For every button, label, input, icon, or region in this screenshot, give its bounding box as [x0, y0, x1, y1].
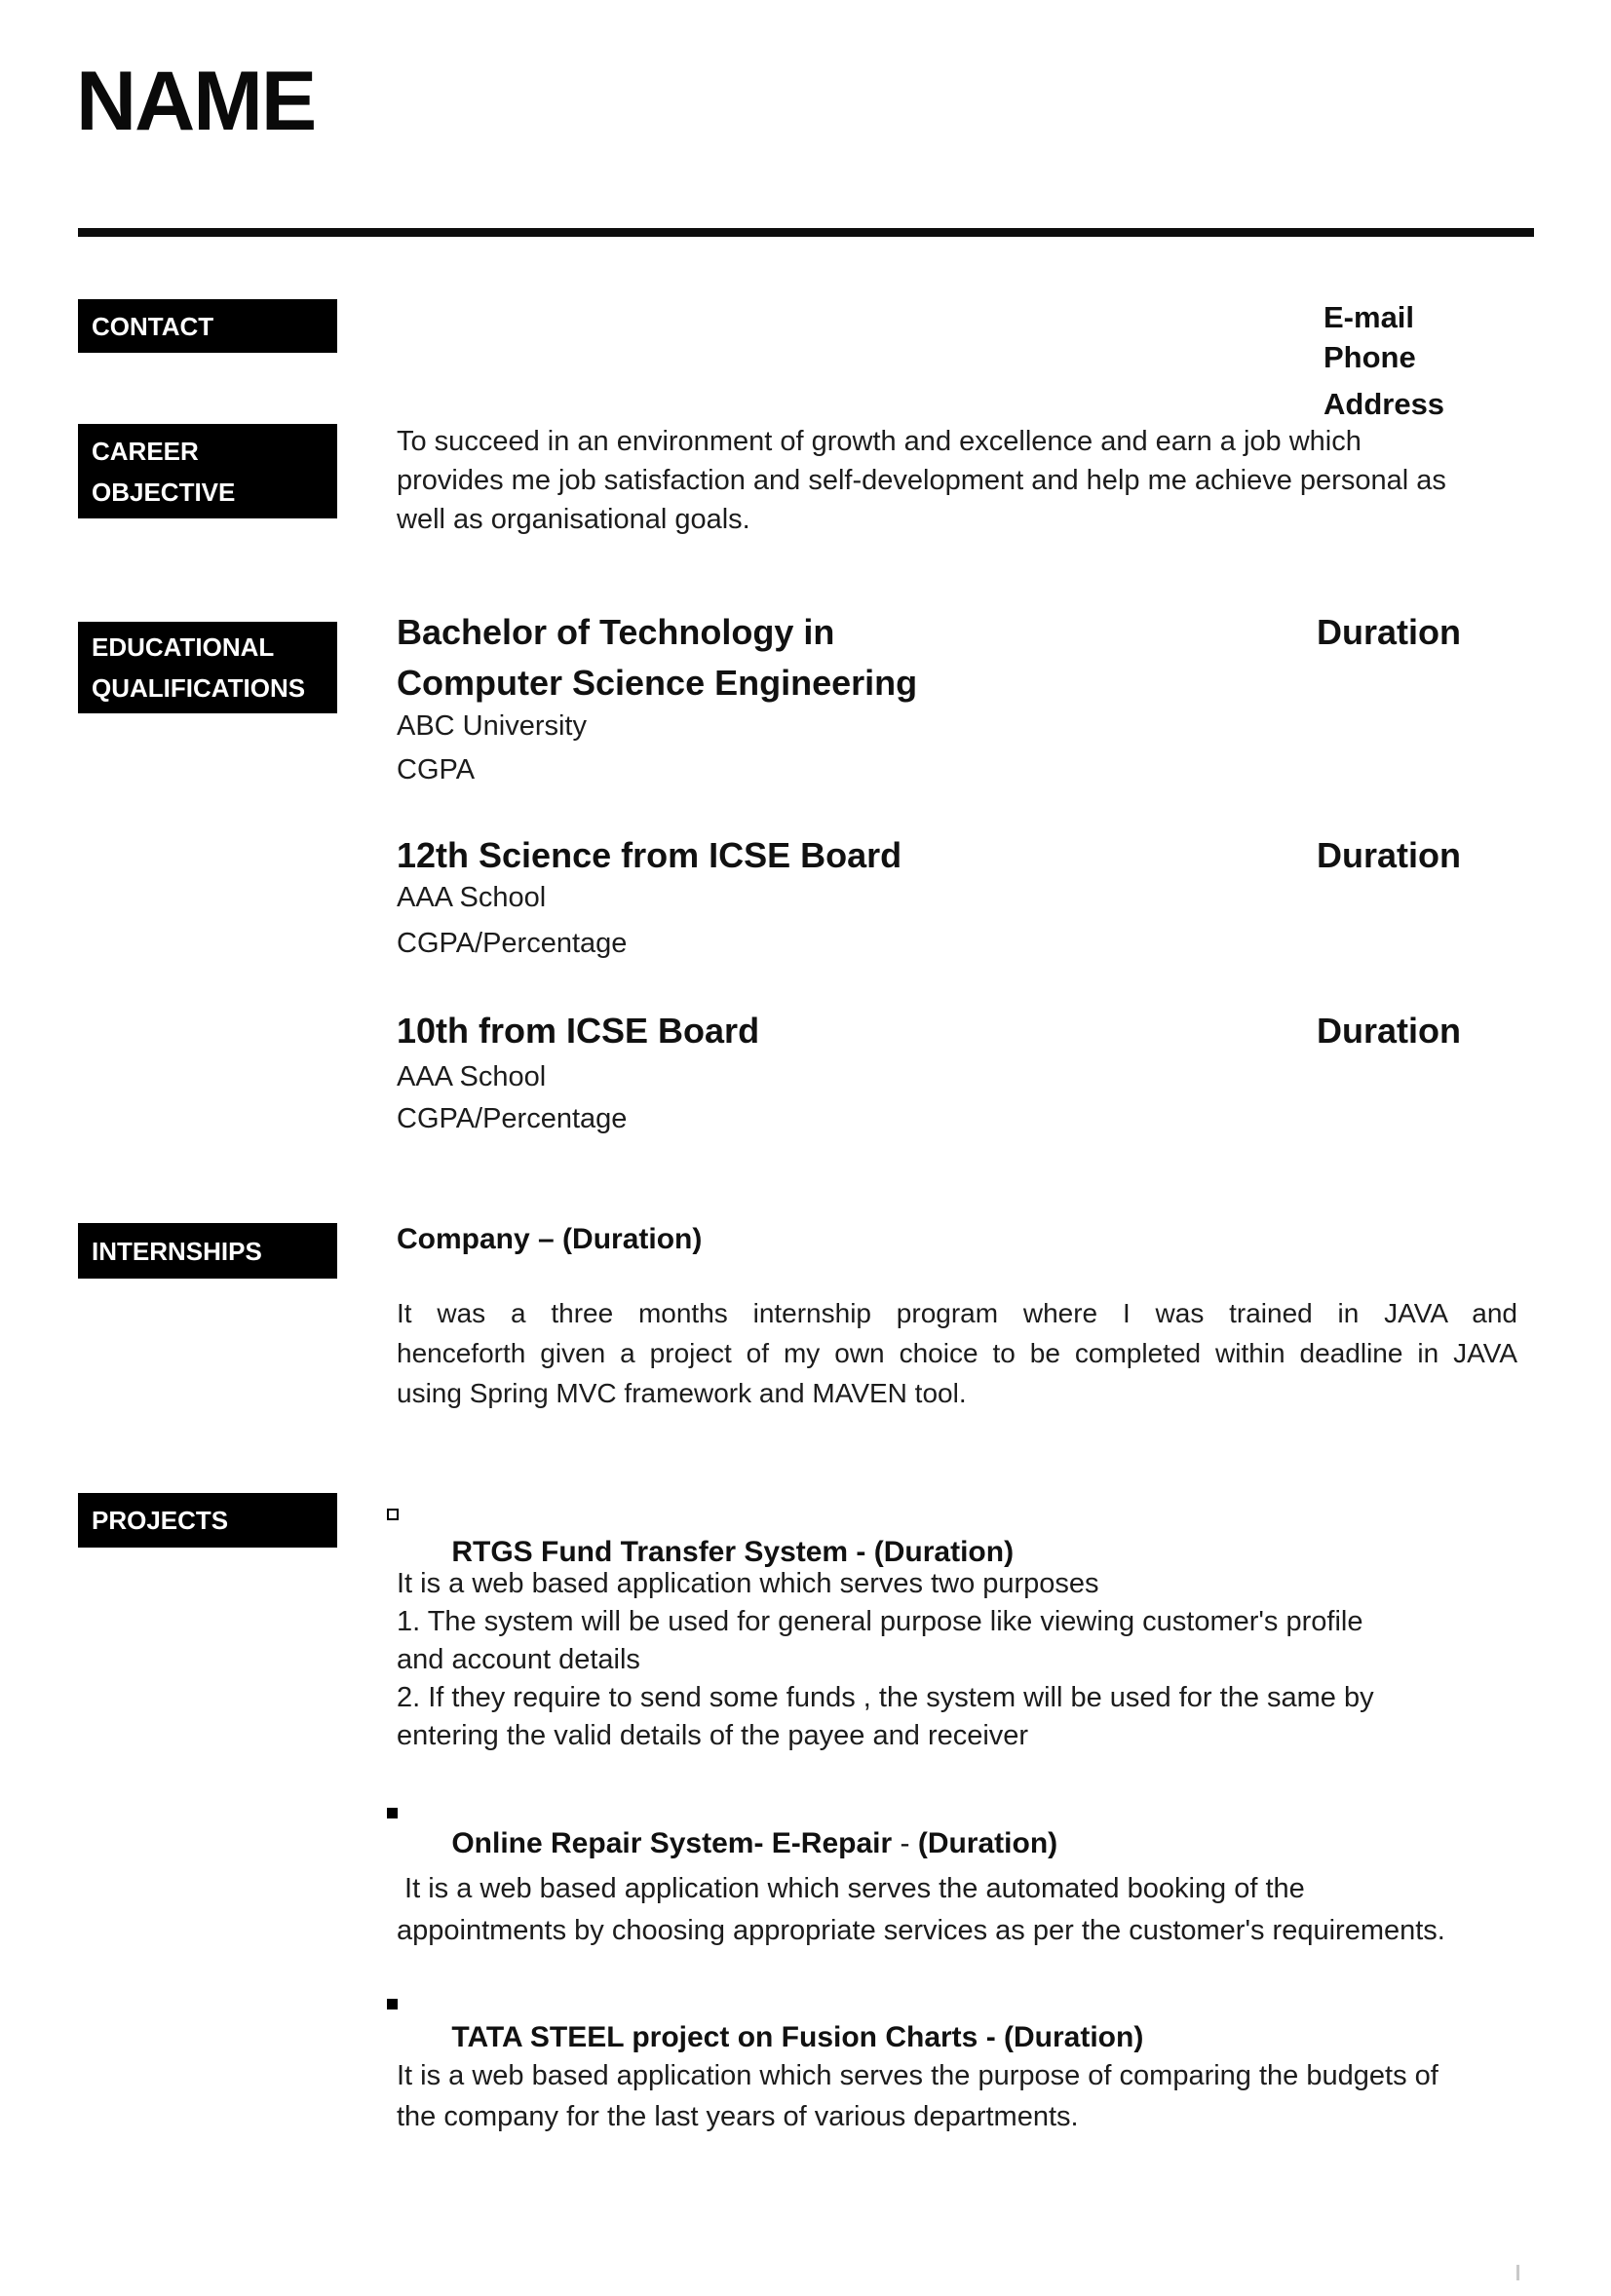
- header-divider: [78, 228, 1534, 237]
- contact-address-label: Address: [1323, 387, 1445, 421]
- education-duration: Duration: [1317, 1011, 1461, 1051]
- page-edge-mark: [1516, 2265, 1519, 2280]
- project-title-duration: (Duration): [917, 1827, 1058, 1859]
- education-duration: Duration: [1317, 835, 1461, 875]
- degree-line: Bachelor of Technology in: [397, 612, 835, 652]
- degree-line: Computer Science Engineering: [397, 663, 918, 703]
- project-description-line: It is a web based application which serves the purpose of comparing the budgets of: [397, 2060, 1438, 2091]
- project-description-line: It is a web based application which serves two purposes: [397, 1568, 1099, 1599]
- project-title-text: TATA STEEL project on Fusion Charts - (Duration): [451, 2021, 1144, 2053]
- project-description-line: the company for the last years of various departments.: [397, 2101, 1079, 2132]
- education-degree: [397, 1006, 759, 1056]
- objective-line: provides me job satisfaction and self-development and help me achieve personal as: [397, 465, 1446, 496]
- project-description-line: and account details: [397, 1644, 640, 1675]
- project-description: [397, 2055, 1438, 2137]
- education-degree: [397, 607, 917, 708]
- degree-line: 12th Science from ICSE Board: [397, 835, 902, 875]
- project-title-text: RTGS Fund Transfer System - (Duration): [451, 1536, 1015, 1568]
- project-description-line: It is a web based application which serves the automated booking of the: [397, 1873, 1305, 1904]
- project-title-separator: -: [892, 1827, 918, 1859]
- education-institution: AAA School: [397, 1061, 547, 1092]
- project-description-line: 1. The system will be used for general purpose like viewing customer's profile: [397, 1606, 1363, 1637]
- contact-email-label: E-mail: [1323, 300, 1415, 334]
- internship-description-line: henceforth given a project of my own choice to be completed within deadline in JAVA: [397, 1338, 1517, 1368]
- section-label-career-objective: [78, 424, 337, 518]
- education-institution: AAA School: [397, 882, 547, 913]
- education-duration: Duration: [1317, 612, 1461, 652]
- section-label-text: INTERNSHIPS: [92, 1236, 262, 1266]
- objective-line: To succeed in an environment of growth and excellence and earn a job which: [397, 426, 1362, 457]
- section-label-text: CAREER OBJECTIVE: [92, 436, 236, 507]
- career-objective-text: [397, 422, 1446, 539]
- project-description: [397, 1565, 1374, 1755]
- internship-description-line: It was a three months internship program where I was trained in JAVA and: [397, 1298, 1517, 1328]
- filled-square-bullet-icon: [387, 1808, 398, 1818]
- degree-line: 10th from ICSE Board: [397, 1011, 760, 1051]
- education-degree: [397, 830, 901, 881]
- section-label-text: CONTACT: [92, 311, 214, 341]
- filled-square-bullet-icon: [387, 1999, 398, 2009]
- section-label-projects: [78, 1493, 337, 1548]
- section-label-internships: [78, 1223, 337, 1279]
- project-description-line: 2. If they require to send some funds , the system will be used for the same by: [397, 1682, 1374, 1713]
- project-title-text: Online Repair System- E-Repair: [451, 1827, 893, 1859]
- education-score: CGPA/Percentage: [397, 928, 628, 959]
- section-label-educational-qualifications: [78, 622, 337, 713]
- hollow-square-bullet-icon: [387, 1509, 399, 1520]
- internship-description: [397, 1293, 1517, 1413]
- internship-description-line: using Spring MVC framework and MAVEN tool.: [397, 1378, 967, 1408]
- internship-company-title: Company – (Duration): [397, 1223, 703, 1255]
- education-score: CGPA: [397, 754, 476, 785]
- section-label-text: PROJECTS: [92, 1506, 229, 1535]
- name-heading: NAME: [76, 55, 316, 148]
- objective-line: well as organisational goals.: [397, 504, 750, 535]
- contact-phone-label: Phone: [1323, 340, 1416, 374]
- project-description-line: entering the valid details of the payee and receiver: [397, 1720, 1029, 1751]
- project-description: [397, 1868, 1445, 1952]
- section-label-contact: [78, 299, 337, 353]
- project-description-line: appointments by choosing appropriate services as per the customer's requirements.: [397, 1915, 1445, 1946]
- education-score: CGPA/Percentage: [397, 1103, 628, 1134]
- section-label-text: EDUCATIONAL QUALIFICATIONS: [92, 632, 306, 703]
- education-institution: ABC University: [397, 710, 587, 742]
